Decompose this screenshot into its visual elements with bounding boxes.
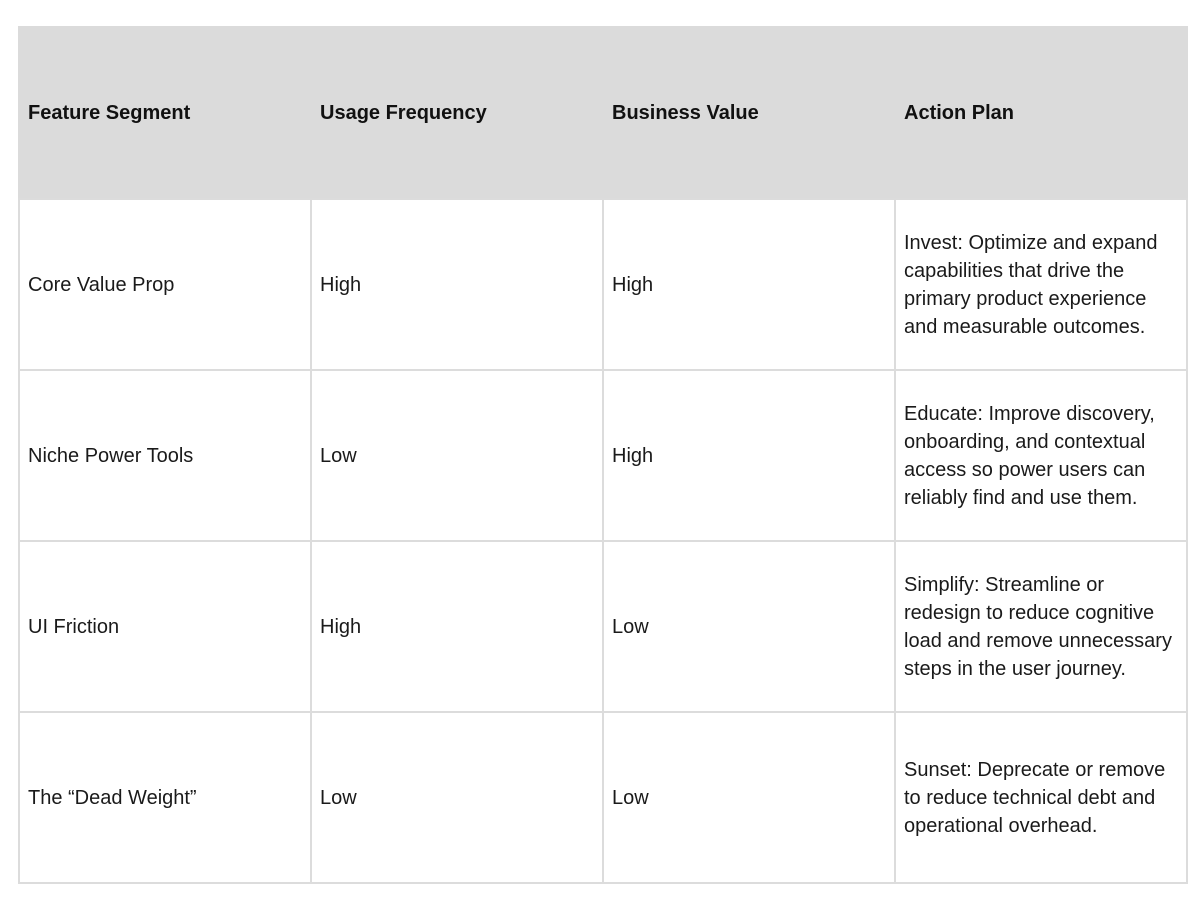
table-row (19, 712, 1187, 883)
cell-usage-frequency: High (311, 199, 603, 370)
cell-action-plan: Educate: Improve discovery, onboarding, and contextual access so power users can reliably find and use them. (895, 370, 1187, 541)
header-row (19, 27, 1187, 199)
cell-feature-segment: Niche Power Tools (19, 370, 311, 541)
cell-feature-segment: The “Dead Weight” (19, 712, 311, 883)
cell-feature-segment: UI Friction (19, 541, 311, 712)
cell-business-value: High (603, 199, 895, 370)
cell-usage-frequency: Low (311, 712, 603, 883)
cell-action-plan: Invest: Optimize and expand capabilities that drive the primary product experience and measurable outcomes. (895, 199, 1187, 370)
cell-business-value: High (603, 370, 895, 541)
cell-action-plan: Simplify: Streamline or redesign to reduce cognitive load and remove unnecessary steps in the user journey. (895, 541, 1187, 712)
column-header-business-value: Business Value (603, 27, 895, 199)
feature-prioritization-table-container (18, 26, 1188, 884)
table-row (19, 541, 1187, 712)
table-body (19, 199, 1187, 883)
table-row (19, 370, 1187, 541)
cell-action-plan: Sunset: Deprecate or remove to reduce technical debt and operational overhead. (895, 712, 1187, 883)
cell-feature-segment: Core Value Prop (19, 199, 311, 370)
cell-business-value: Low (603, 712, 895, 883)
cell-usage-frequency: Low (311, 370, 603, 541)
table-row (19, 199, 1187, 370)
feature-prioritization-table (18, 26, 1188, 884)
cell-usage-frequency: High (311, 541, 603, 712)
table-header (19, 27, 1187, 199)
column-header-action-plan: Action Plan (895, 27, 1187, 199)
column-header-usage-frequency: Usage Frequency (311, 27, 603, 199)
cell-business-value: Low (603, 541, 895, 712)
column-header-feature-segment: Feature Segment (19, 27, 311, 199)
